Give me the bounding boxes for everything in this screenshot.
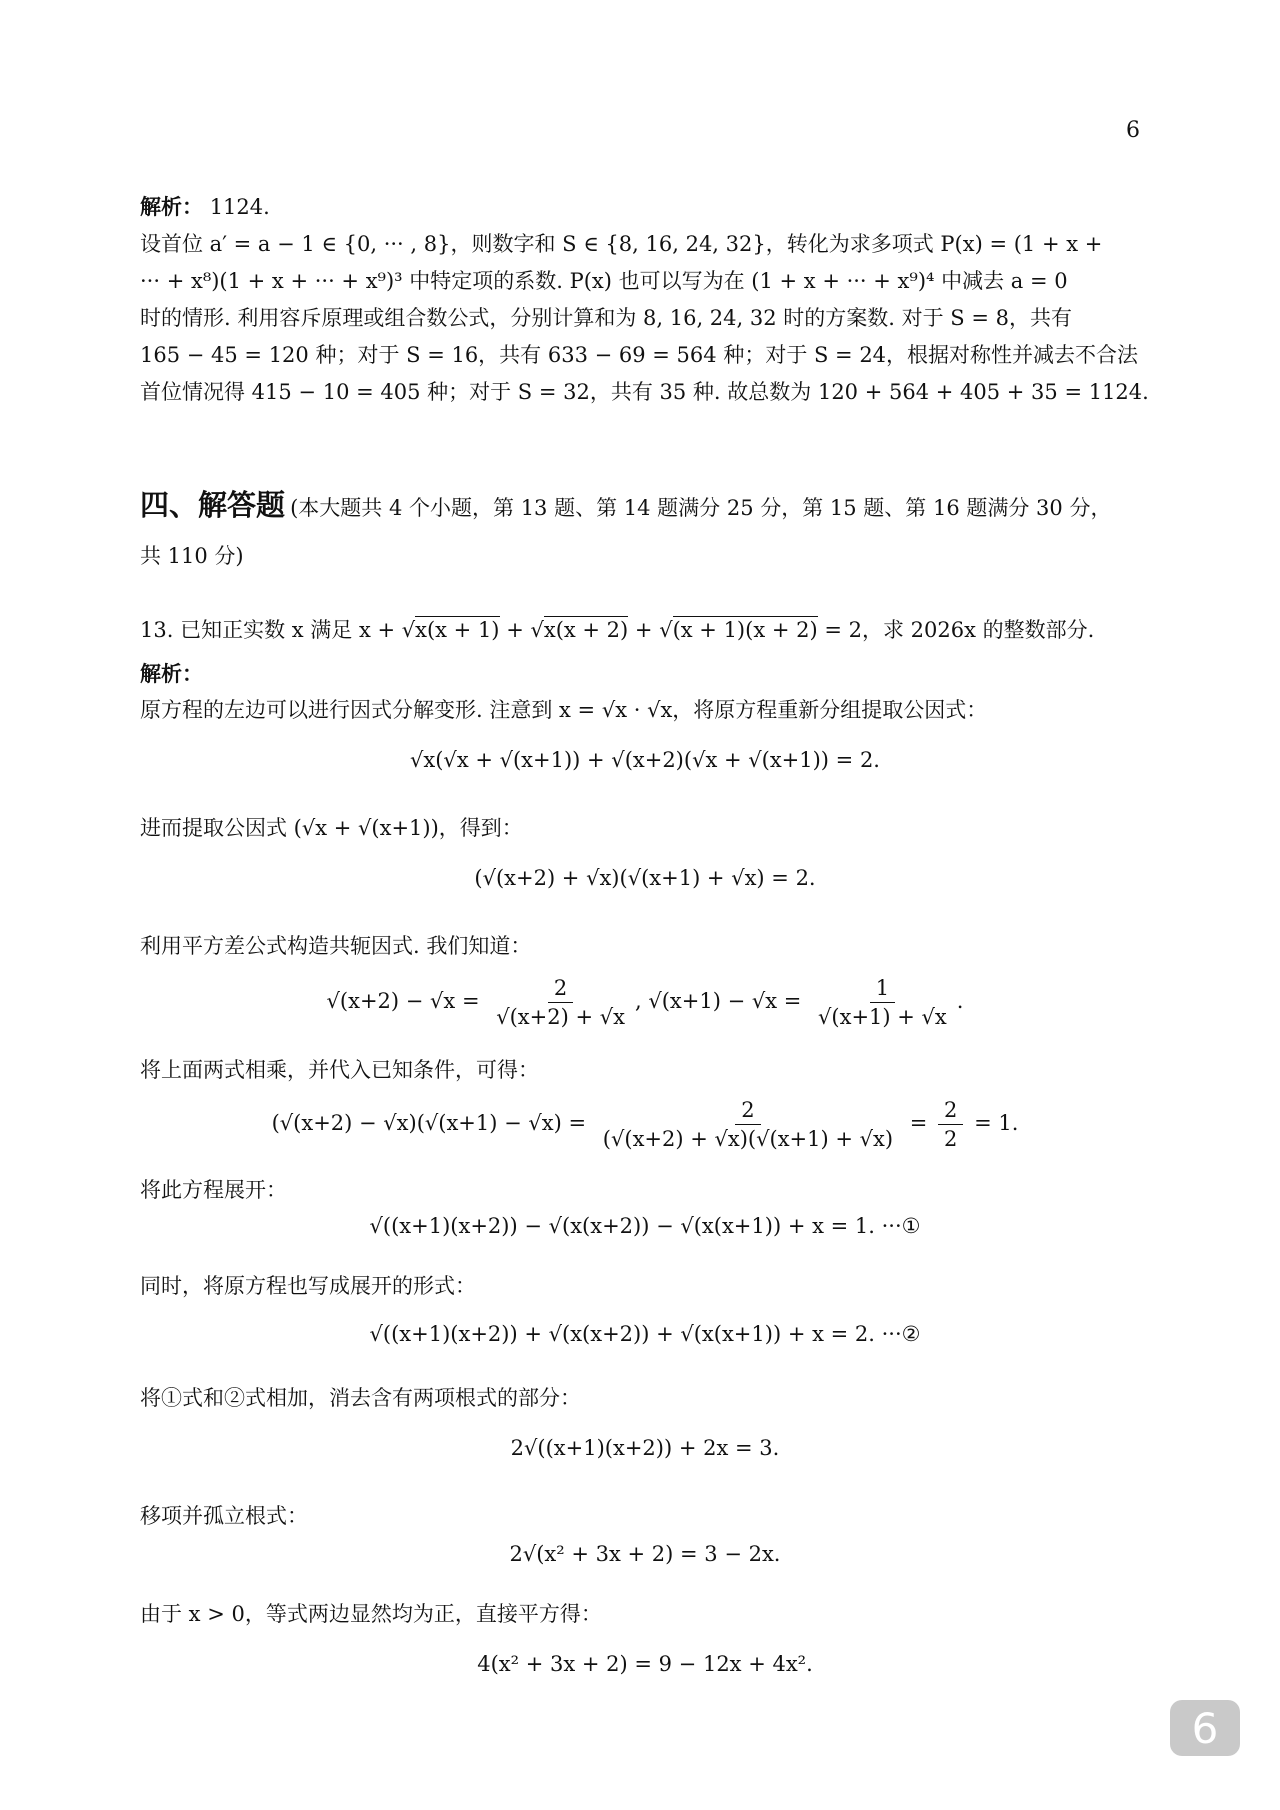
denominator: √(x+1) + √x bbox=[818, 1005, 947, 1029]
radicand: x(x + 2) bbox=[543, 618, 629, 642]
radicand: x(x + 1) bbox=[415, 618, 500, 642]
section-heading bbox=[140, 482, 1150, 579]
page-number: 6 bbox=[1126, 118, 1140, 143]
fraction bbox=[490, 976, 631, 1029]
eq-part: = bbox=[909, 1111, 928, 1135]
equation: √x(√x + √(x+1)) + √(x+2)(√x + √(x+1)) = 2. bbox=[410, 748, 880, 772]
plus: + bbox=[499, 618, 531, 642]
analysis-line: ··· + x⁸)(1 + x + ··· + x⁹)³ 中特定项的系数. P(x) 也可以写为在 (1 + x + ··· + x⁹)⁴ 中减去 a = 0 bbox=[140, 269, 1068, 293]
equation: 2√((x+1)(x+2)) + 2x = 3. bbox=[510, 1436, 780, 1460]
equation-1: √((x+1)(x+2)) − √(x(x+2)) − √(x(x+1)) + x = 1. ···① bbox=[369, 1214, 921, 1238]
solution-text: 将上面两式相乘，并代入已知条件，可得： bbox=[140, 1058, 539, 1082]
solution-text: 原方程的左边可以进行因式分解变形. 注意到 x = √x · √x，将原方程重新分组提取公因式： bbox=[140, 698, 988, 722]
equation: 2√(x² + 3x + 2) = 3 − 2x. bbox=[509, 1542, 781, 1566]
problem-statement: 13. 已知正实数 x 满足 x + √x(x + 1) + √x(x + 2) + √(x + 1)(x + 2) = 2，求 2026x 的整数部分. bbox=[140, 618, 1095, 642]
fraction bbox=[938, 1098, 963, 1151]
page-badge[interactable]: 6 bbox=[1170, 1700, 1240, 1756]
equation-product bbox=[140, 1098, 1150, 1151]
analysis-line: 165 − 45 = 120 种；对于 S = 16，共有 633 − 69 = 564 种；对于 S = 24，根据对称性并减去不合法 bbox=[140, 343, 1139, 367]
fraction bbox=[597, 1098, 899, 1151]
analysis-1-header bbox=[140, 188, 1150, 226]
fraction bbox=[812, 976, 953, 1029]
solution-text: 同时，将原方程也写成展开的形式： bbox=[140, 1274, 476, 1298]
solution-text: 利用平方差公式构造共轭因式. 我们知道： bbox=[140, 934, 532, 958]
equation: (√(x+2) + √x)(√(x+1) + √x) = 2. bbox=[474, 866, 816, 890]
numerator: 2 bbox=[938, 1098, 963, 1125]
section-note: (本大题共 4 个小题，第 13 题、第 14 题满分 25 分，第 15 题、第 16 题满分 30 分， bbox=[290, 496, 1112, 520]
solution-text: 移项并孤立根式： bbox=[140, 1504, 308, 1528]
problem-suffix: = 2，求 2026x 的整数部分. bbox=[817, 618, 1095, 642]
solution-text: 由于 x > 0，等式两边显然均为正，直接平方得： bbox=[140, 1602, 602, 1626]
eq-part: = 1. bbox=[974, 1111, 1019, 1135]
analysis-label: 解析： bbox=[140, 194, 203, 219]
analysis-answer: 1124. bbox=[209, 195, 270, 219]
problem-13 bbox=[140, 612, 1150, 729]
numerator: 1 bbox=[870, 976, 895, 1003]
solution-text: 进而提取公因式 (√x + √(x+1))，得到： bbox=[140, 816, 523, 840]
numerator: 2 bbox=[735, 1098, 760, 1125]
eq-part: . bbox=[956, 989, 964, 1013]
analysis-1 bbox=[140, 188, 1150, 411]
radicand: (x + 1)(x + 2) bbox=[672, 618, 818, 642]
plus: + bbox=[628, 618, 660, 642]
solution-text: 将此方程展开： bbox=[140, 1178, 287, 1202]
denominator: (√(x+2) + √x)(√(x+1) + √x) bbox=[602, 1127, 894, 1151]
eq-part: (√(x+2) − √x)(√(x+1) − √x) = bbox=[271, 1111, 587, 1135]
equation: 4(x² + 3x + 2) = 9 − 12x + 4x². bbox=[477, 1652, 813, 1676]
denominator: 2 bbox=[944, 1127, 958, 1151]
section-title: 四、解答题 bbox=[140, 488, 286, 522]
analysis-line: 设首位 a′ = a − 1 ∈ {0, ··· , 8}，则数字和 S ∈ {8, 16, 24, 32}，转化为求多项式 P(x) = (1 + x + bbox=[140, 232, 1103, 256]
numerator: 2 bbox=[548, 976, 573, 1003]
eq-part: √(x+2) − √x = bbox=[326, 989, 480, 1013]
solution-text: 将①式和②式相加，消去含有两项根式的部分： bbox=[140, 1386, 581, 1410]
eq-part: , √(x+1) − √x = bbox=[634, 989, 802, 1013]
problem-prefix: 13. 已知正实数 x 满足 x + bbox=[140, 618, 402, 642]
analysis-label: 解析： bbox=[140, 661, 203, 686]
equation-fractions bbox=[140, 976, 1150, 1029]
analysis-line: 首位情况得 415 − 10 = 405 种；对于 S = 32，共有 35 种. 故总数为 120 + 564 + 405 + 35 = 1124. bbox=[140, 380, 1149, 404]
section-note-cont: 共 110 分) bbox=[140, 544, 244, 568]
equation-2: √((x+1)(x+2)) + √(x(x+2)) + √(x(x+1)) + x = 2. ···② bbox=[369, 1322, 921, 1346]
analysis-line: 时的情形. 利用容斥原理或组合数公式，分别计算和为 8, 16, 24, 32 时的方案数. 对于 S = 8，共有 bbox=[140, 306, 1072, 330]
denominator: √(x+2) + √x bbox=[496, 1005, 625, 1029]
